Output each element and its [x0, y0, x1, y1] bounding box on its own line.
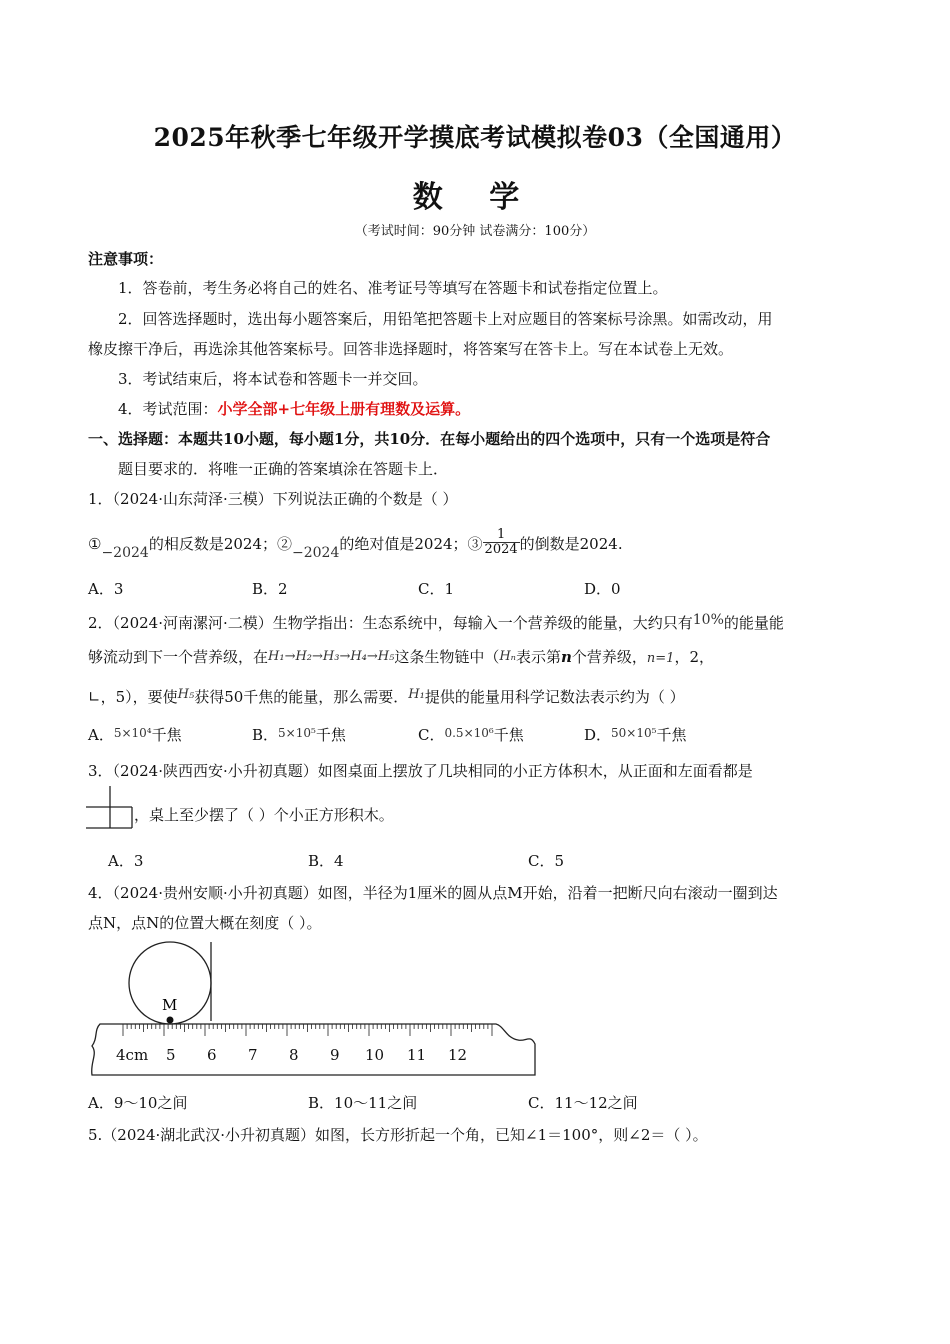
q3-tail: ，桌上至少摆了（ ）个小正方形积木。: [134, 806, 394, 824]
q2-h5: H₅: [177, 687, 195, 702]
q2-l2d: 个营养级，: [571, 648, 647, 666]
q2-neq: n=1: [646, 651, 675, 666]
q4-option-b[interactable]: B．10～11之间: [308, 1094, 418, 1112]
ruler-label-5: 5: [166, 1046, 176, 1064]
ruler-label-9: 9: [330, 1046, 340, 1064]
q2-b-val: 5×10⁵: [278, 726, 316, 740]
q2-c-unit: 千焦: [493, 726, 524, 744]
q2-b-unit: 千焦: [315, 726, 346, 744]
q1-option-d[interactable]: D．0: [584, 580, 621, 598]
q2-b-label: B．: [252, 726, 279, 744]
q2-d-val: 50×10⁵: [611, 726, 657, 740]
ruler-labels: [116, 1046, 467, 1064]
q1-frac-num: 1: [483, 528, 520, 543]
q1-option-a[interactable]: A．3: [88, 580, 124, 598]
q1-option-b[interactable]: B．2: [252, 580, 288, 598]
notice-item-1: 1．答卷前，考生务必将自己的姓名、准考证号等填写在答题卡和试卷指定位置上。: [118, 279, 668, 297]
q2-n: n: [560, 648, 572, 666]
q4-option-c[interactable]: C．11～12之间: [528, 1094, 638, 1112]
q2-l3b: 获得50千焦的能量，那么需要．: [194, 688, 409, 706]
q1-option-c[interactable]: C．1: [418, 580, 455, 598]
q1-t3: 的倒数是2024.: [519, 534, 623, 553]
section1-text: 一、选择题：本题共10小题，每小题1分，共10分．在每小题给出的四个选项中，只有一个选项是符合: [88, 430, 771, 448]
q2-d-unit: 千焦: [656, 726, 687, 744]
ruler-label-8: 8: [289, 1046, 299, 1064]
ruler-label-4cm: 4cm: [116, 1046, 149, 1064]
q2-percent: 10%: [692, 612, 724, 628]
point-m-label: M: [162, 996, 178, 1014]
notice-item-4: [118, 398, 470, 419]
broken-ruler: [92, 1024, 535, 1075]
q2-l3a: ∟，5），要使: [88, 688, 178, 706]
exam-info: （考试时间：90分钟 试卷满分：100分）: [354, 224, 596, 239]
point-m: [167, 1017, 174, 1024]
q4-line1: 4．（2024·贵州安顺·小升初真题）如图，半径为1厘米的圆从点M开始，沿着一把断尺向右滚动一圈到达: [88, 884, 778, 902]
q2-d-label: D．: [584, 726, 612, 744]
notice-item-3: 3．考试结束后，将本试卷和答题卡一并交回。: [118, 370, 428, 388]
q2-a-label: A．: [88, 726, 114, 744]
q2-l2e: ，2，: [674, 648, 714, 666]
q1-math1: −2024: [101, 544, 149, 561]
q1-t2: 的绝对值是2024；③: [339, 534, 483, 553]
exam-scope: 小学全部+七年级上册有理数及运算。: [217, 400, 471, 418]
q2-option-d[interactable]: [584, 724, 686, 745]
q2-c-val: 0.5×10⁶: [444, 726, 494, 740]
q3-option-b[interactable]: B．4: [308, 852, 344, 870]
q2-hn: Hₙ: [499, 649, 516, 664]
q1-math2: −2024: [292, 544, 340, 561]
ruler-label-11: 11: [407, 1046, 427, 1064]
q3-block-figure: [86, 786, 134, 832]
q1-c1: ①: [88, 534, 102, 553]
q2-l3c: 提供的能量用科学记数法表示约为（ ）: [424, 688, 685, 706]
q2-line1: [88, 612, 784, 633]
section1-line1: [88, 428, 770, 449]
q2-a-val: 5×10⁴: [113, 726, 152, 740]
q2-l1b: 的能量能: [723, 614, 784, 632]
q2-l2b: 这条生物链中（: [394, 648, 500, 666]
q3-stem: 3．（2024·陕西西安·小升初真题）如图桌面上摆放了几块相同的小正方体积木，从正面和左面看都是: [88, 762, 753, 780]
q1-t1: 的相反数是2024；②: [148, 534, 292, 553]
paper-title: 2025年秋季七年级开学摸底考试模拟卷03（全国通用）: [153, 123, 797, 152]
q2-h1: H₁: [408, 687, 425, 702]
q5-stem: 5.（2024·湖北武汉·小升初真题）如图，长方形折起一个角，已知∠1＝100°，则∠2＝（ ）。: [88, 1126, 708, 1144]
q2-option-b[interactable]: [252, 724, 346, 745]
q1-fraction: [483, 528, 520, 558]
notice-item-4-prefix: 4．考试范围：: [118, 400, 218, 418]
q2-c-label: C．: [418, 726, 445, 744]
ruler-label-12: 12: [448, 1046, 468, 1064]
section1-line2: 题目要求的．将唯一正确的答案填涂在答题卡上．: [118, 460, 449, 478]
notice-heading: 注意事项：: [88, 250, 164, 268]
q2-l2c: 表示第: [515, 648, 561, 666]
q1-frac-den: 2024: [484, 542, 518, 558]
q2-option-c[interactable]: [418, 724, 524, 745]
q2-line3: [88, 686, 685, 707]
q4-option-a[interactable]: A．9～10之间: [88, 1094, 188, 1112]
q1-statements: [88, 527, 623, 561]
ruler-label-10: 10: [365, 1046, 385, 1064]
ruler-label-7: 7: [248, 1046, 258, 1064]
q2-line2: [88, 646, 714, 667]
ruler-label-6: 6: [207, 1046, 217, 1064]
q2-chain: H₁→H₂→H₃→H₄→H₅: [268, 649, 395, 664]
q2-l2a: 够流动到下一个营养级，在: [88, 648, 269, 666]
q1-stem: 1．（2024·山东菏泽·三模）下列说法正确的个数是（ ）: [88, 490, 458, 508]
notice-item-2-line2: 橡皮擦干净后，再选涂其他答案标号。回答非选择题时，将答案写在答卡上。写在本试卷上无效。: [88, 340, 734, 358]
q2-a-unit: 千焦: [151, 726, 182, 744]
notice-item-2-line1: 2．回答选择题时，选出每小题答案后，用铅笔把答题卡上对应题目的答案标号涂黑。如需改动，用: [118, 310, 773, 328]
ruler-ticks: [123, 1024, 492, 1036]
q3-option-a[interactable]: A．3: [108, 852, 144, 870]
q2-l1a: 2．（2024·河南漯河·二模）生物学指出：生态系统中，每输入一个营养级的能量，大约只有: [88, 614, 693, 632]
q2-option-a[interactable]: [88, 724, 182, 745]
q4-line2: 点N，点N的位置大概在刻度（ ）。: [88, 914, 322, 932]
subject-title: 数 学: [412, 180, 538, 215]
q4-ruler-figure: [86, 934, 546, 1084]
q3-option-c[interactable]: C．5: [528, 852, 565, 870]
